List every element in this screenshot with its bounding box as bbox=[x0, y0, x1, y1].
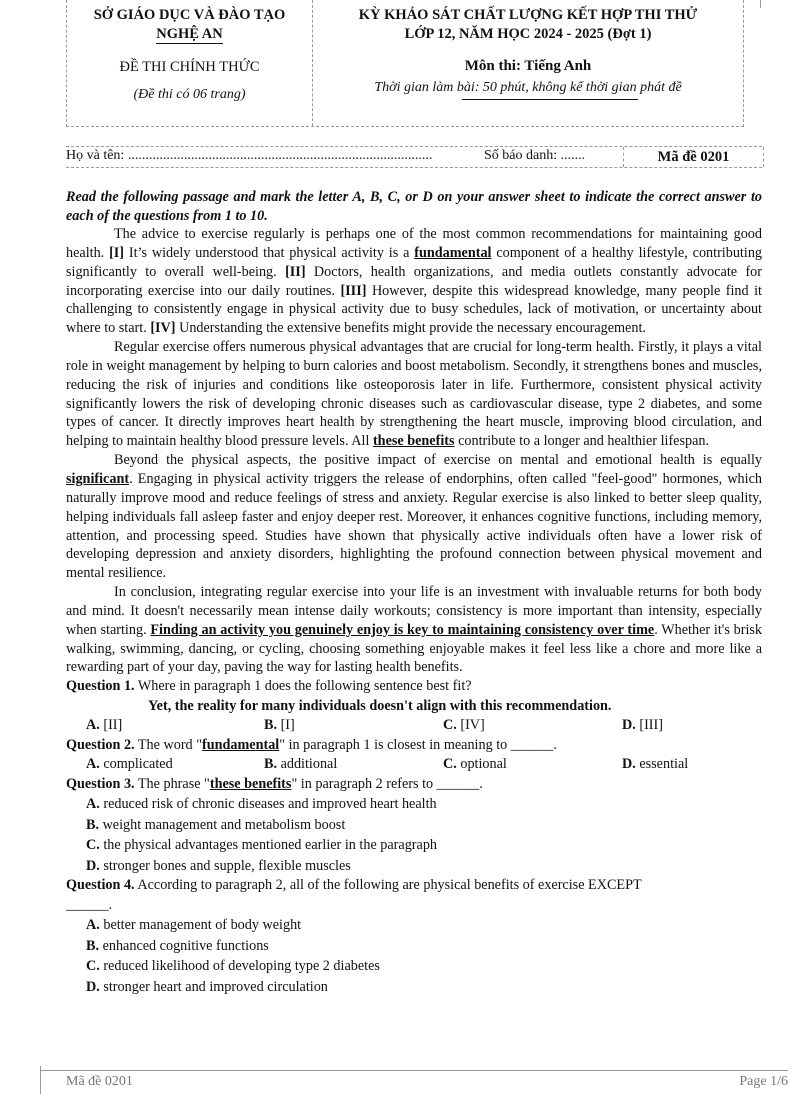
position-marker-4: [IV] bbox=[150, 320, 176, 337]
underlined-sentence-consistency: Finding an activity you genuinely enjoy is key to maintaining consistency over time bbox=[150, 621, 655, 638]
exam-year: LỚP 12, NĂM HỌC 2024 - 2025 (Đợt 1) bbox=[404, 26, 652, 42]
page-count-note: (Đề thi có 06 trang) bbox=[133, 87, 246, 102]
p2-text-2: contribute to a longer and healthier lifespan. bbox=[454, 433, 710, 450]
option-text: essential bbox=[635, 756, 689, 773]
p1-text-6: Understanding the extensive benefits might provide the necessary encouragement. bbox=[175, 320, 646, 337]
candidate-name-field: Họ và tên: ....................................................................................... bbox=[66, 148, 433, 163]
option-letter: C. bbox=[86, 958, 100, 975]
option-text: [I] bbox=[277, 717, 295, 734]
footer-exam-code: Mã đề 0201 bbox=[66, 1074, 133, 1089]
option-text: stronger bones and supple, flexible muscles bbox=[99, 857, 351, 874]
question-2-options bbox=[66, 755, 762, 775]
exam-content bbox=[66, 188, 762, 997]
p3-text-1: Beyond the physical aspects, the positive impact of exercise on mental and emotional health is equally bbox=[114, 452, 762, 469]
q1-option-b[interactable] bbox=[264, 716, 295, 736]
question-1-sentence: Yet, the reality for many individuals doesn't align with this recommendation. bbox=[148, 697, 612, 714]
underlined-phrase-these-benefits: these benefits bbox=[372, 433, 455, 450]
option-letter: A. bbox=[86, 796, 100, 813]
passage-paragraph-2 bbox=[66, 338, 762, 451]
p1-text-4: Doctors, health organizations, and media outlets constantly advocate for incorporating exercise into our daily routines. bbox=[66, 263, 762, 299]
q2-option-a[interactable] bbox=[86, 755, 173, 775]
question-3 bbox=[66, 775, 762, 795]
position-marker-2: [II] bbox=[285, 263, 306, 280]
q1-option-a[interactable] bbox=[86, 716, 122, 736]
passage-paragraph-4 bbox=[66, 583, 762, 677]
question-3-text-post: " in paragraph 2 refers to ______. bbox=[291, 775, 483, 792]
position-marker-1: [I] bbox=[109, 244, 125, 261]
exam-header bbox=[66, 0, 744, 127]
exam-code-box: Mã đề 0201 bbox=[623, 147, 764, 167]
p1-text-3: component of a healthy lifestyle, contributing significantly to overall well-being. bbox=[66, 244, 763, 280]
footer-page-number: Page 1/6 bbox=[739, 1074, 788, 1089]
question-3-text-pre: The phrase " bbox=[134, 775, 210, 792]
question-2-label: Question 2. bbox=[66, 736, 135, 753]
option-text: better management of body weight bbox=[99, 917, 302, 934]
option-text: reduced likelihood of developing type 2 diabetes bbox=[99, 958, 380, 975]
q4-option-b[interactable] bbox=[66, 936, 762, 957]
p4-text-2: . Whether it's brisk walking, swimming, dancing, or cycling, choosing something enjoyable makes it feel less like a chore and more like a rewarding part of your day, paving the way for lasting health benefits. bbox=[66, 621, 762, 676]
q3-option-b[interactable] bbox=[66, 815, 762, 836]
p1-text-5: However, despite this widespread knowledge, many people find it challenging to consistently engage in physical activity due to busy schedules, lack of motivation, or uncertainty about where to start. bbox=[66, 282, 762, 337]
question-1-text: Where in paragraph 1 does the following sentence best fit? bbox=[134, 678, 472, 695]
question-2-text-post: " in paragraph 1 is closest in meaning to ______. bbox=[279, 736, 557, 753]
p3-text-2: . Engaging in physical activity triggers the release of endorphins, often called "feel-good" hormones, which naturally improve mood and reduce feelings of stress and anxiety. Regular exercise is also linked to better sleep quality, helping individuals fall asleep faster and enjoy deeper rest. Moreover, it enhances cognitive functions, including memory, attention, and processing speed. Studies have shown that physically active individuals often have a lower risk of developing depression and anxiety disorders, highlighting the profound connection between physical movement and mental resilience. bbox=[66, 470, 762, 582]
official-exam-label: ĐỀ THI CHÍNH THỨC bbox=[119, 59, 260, 75]
option-text: [III] bbox=[635, 717, 663, 734]
question-4-label: Question 4. bbox=[66, 877, 135, 894]
question-4 bbox=[66, 876, 762, 896]
option-text: reduced risk of chronic diseases and improved heart health bbox=[99, 796, 437, 813]
option-letter: D. bbox=[622, 756, 636, 773]
option-text: optional bbox=[456, 756, 507, 773]
exam-subject: Môn thi: Tiếng Anh bbox=[464, 58, 592, 74]
p1-text-1: The advice to exercise regularly is perhaps one of the most common recommendations for maintaining good health. bbox=[66, 226, 762, 261]
question-4-blank: ______. bbox=[66, 896, 113, 913]
q2-option-b[interactable] bbox=[264, 755, 337, 775]
option-letter: D. bbox=[86, 857, 100, 874]
reading-instruction: Read the following passage and mark the letter A, B, C, or D on your answer sheet to indicate the correct answer to each of the questions from 1 to 10. bbox=[66, 189, 762, 224]
option-text: the physical advantages mentioned earlier in the paragraph bbox=[99, 837, 438, 854]
department-name: SỞ GIÁO DỤC VÀ ĐÀO TẠO bbox=[93, 7, 286, 23]
question-2-target-word: fundamental bbox=[201, 736, 280, 753]
option-letter: B. bbox=[264, 756, 278, 773]
q3-option-a[interactable] bbox=[66, 794, 762, 815]
option-letter: D. bbox=[86, 978, 100, 995]
option-letter: B. bbox=[264, 717, 278, 734]
question-3-label: Question 3. bbox=[66, 775, 135, 792]
passage-paragraph-1 bbox=[66, 225, 762, 338]
question-2-text-pre: The word " bbox=[134, 736, 202, 753]
underlined-word-significant: significant bbox=[66, 470, 130, 487]
option-letter: A. bbox=[86, 917, 100, 934]
passage-paragraph-3 bbox=[66, 451, 762, 583]
q4-option-a[interactable] bbox=[66, 915, 762, 936]
option-text: stronger heart and improved circulation bbox=[99, 978, 328, 995]
option-text: complicated bbox=[99, 756, 173, 773]
option-letter: C. bbox=[443, 717, 457, 734]
q2-option-c[interactable] bbox=[443, 755, 507, 775]
option-text: additional bbox=[277, 756, 338, 773]
option-letter: B. bbox=[86, 937, 100, 954]
duration-underline bbox=[462, 99, 637, 100]
header-left bbox=[67, 6, 312, 104]
question-4-text: According to paragraph 2, all of the following are physical benefits of exercise EXCEPT bbox=[134, 877, 642, 894]
q3-option-d[interactable] bbox=[66, 856, 762, 877]
question-2 bbox=[66, 736, 762, 756]
question-1-label: Question 1. bbox=[66, 678, 135, 695]
q1-option-d[interactable] bbox=[622, 716, 663, 736]
p4-text-1: In conclusion, integrating regular exercise into your life is an investment with invaluable returns for both body and mind. It doesn't necessarily mean intense daily workouts; consistency is more important than intensity, especially when starting. bbox=[66, 584, 762, 638]
option-letter: A. bbox=[86, 756, 100, 773]
exam-duration: Thời gian làm bài: 50 phút, không kể thời gian phát đề bbox=[374, 80, 682, 95]
option-text: [IV] bbox=[456, 717, 485, 734]
q3-option-c[interactable] bbox=[66, 835, 762, 856]
option-letter: B. bbox=[86, 816, 100, 833]
q4-option-c[interactable] bbox=[66, 956, 762, 977]
underlined-word-fundamental: fundamental bbox=[414, 244, 492, 261]
q1-option-c[interactable] bbox=[443, 716, 485, 736]
position-marker-3: [III] bbox=[340, 282, 367, 299]
option-text: weight management and metabolism boost bbox=[99, 816, 346, 833]
candidate-number-field: Số báo danh: ....... bbox=[484, 148, 586, 163]
option-letter: D. bbox=[622, 717, 636, 734]
q2-option-d[interactable] bbox=[622, 755, 688, 775]
option-text: [II] bbox=[99, 717, 123, 734]
question-3-target-phrase: these benefits bbox=[209, 775, 292, 792]
candidate-info-row bbox=[66, 146, 762, 168]
question-1-options bbox=[66, 716, 762, 736]
department-province: NGHỆ AN bbox=[156, 26, 223, 42]
option-text: enhanced cognitive functions bbox=[99, 937, 269, 954]
option-letter: C. bbox=[443, 756, 457, 773]
p1-text-2: It’s widely understood that physical activity is a bbox=[124, 244, 415, 261]
option-letter: A. bbox=[86, 717, 100, 734]
page-edge-right bbox=[760, 0, 761, 8]
page-footer bbox=[40, 1070, 788, 1091]
header-right bbox=[313, 6, 743, 97]
exam-title: KỲ KHẢO SÁT CHẤT LƯỢNG KẾT HỢP THI THỬ bbox=[358, 7, 698, 23]
option-letter: C. bbox=[86, 837, 100, 854]
p2-text-1: Regular exercise offers numerous physical advantages that are crucial for long-term health. Firstly, it plays a vital role in weight management by helping to burn calories and boost metabolism. Secondly, it strengthens bones and muscles, reducing the risk of injuries and conditions like osteoporosis later in life. Furthermore, consistent physical activity significantly lowers the risk of developing chronic diseases such as cardiovascular disease, type 2 diabetes, and some types of cancer. It directly improves heart health by strengthening the heart muscle, improving blood circulation, and helping to maintain healthy blood pressure levels. All bbox=[66, 339, 762, 450]
question-1 bbox=[66, 677, 762, 697]
q4-option-d[interactable] bbox=[66, 977, 762, 998]
